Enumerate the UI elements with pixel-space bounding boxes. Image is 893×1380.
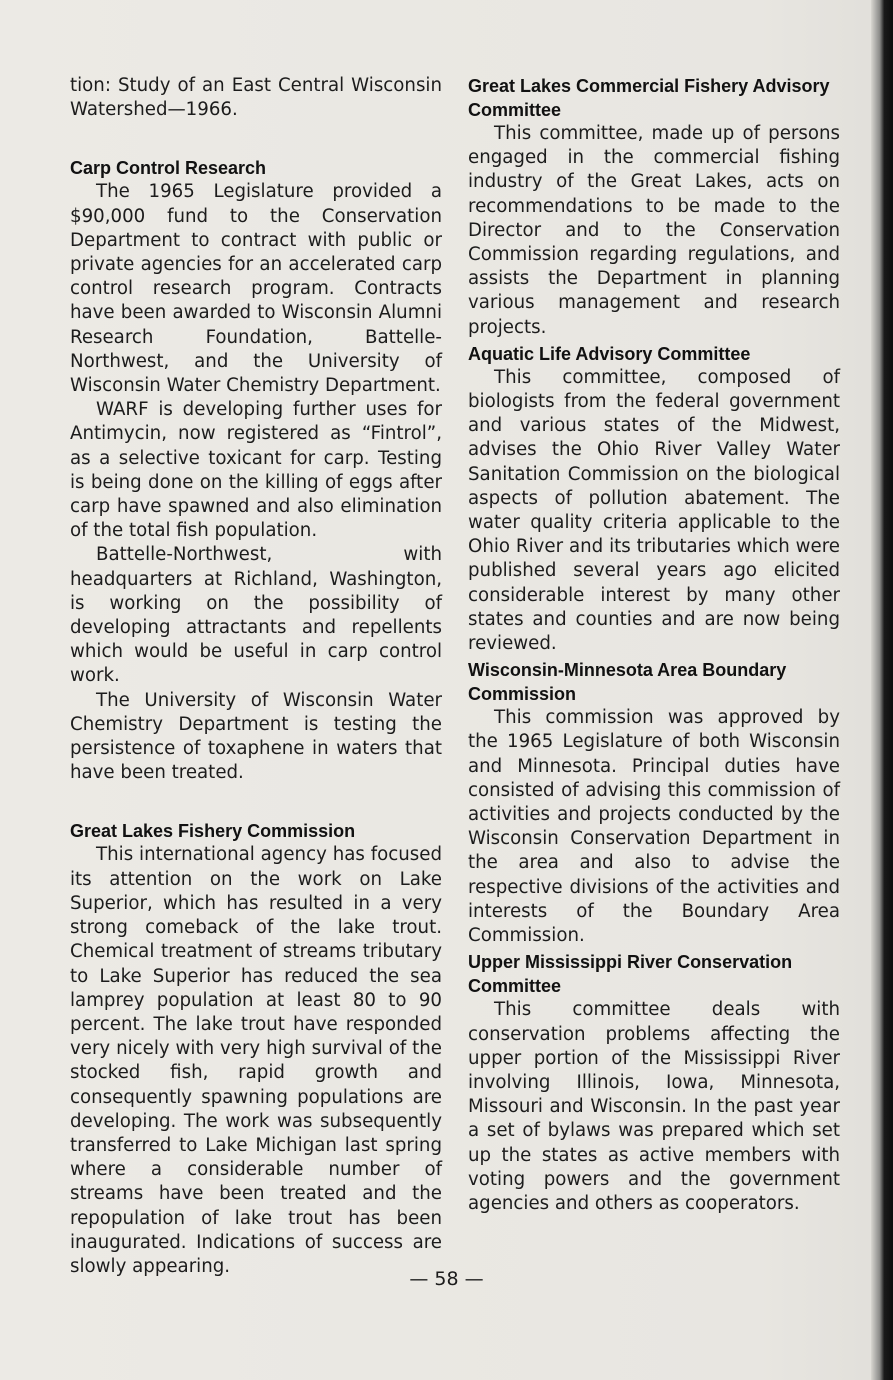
commercial-fishery-section bbox=[468, 74, 840, 340]
carp-control-paragraph-2: WARF is developing further uses for Antimycin, now registered as “Fintrol”, as a selective toxicant for carp. Testing is being done on the killing of eggs after carp have spawned and also elimination of the total fish population. bbox=[70, 399, 442, 542]
carp-control-paragraph-1: The 1965 Legislature provided a $90,000 fund to the Conservation Department to contract with public or private agencies for an accelerated carp control research program. Contracts have been awarded to Wisconsin Alumni Research Foundation, Battelle-Northwest, and the University of Wisconsin Water Chemistry Department. bbox=[70, 181, 442, 397]
carp-control-heading: Carp Control Research bbox=[70, 158, 267, 179]
left-column bbox=[70, 74, 442, 1279]
page-number: — 58 — bbox=[409, 1268, 484, 1290]
great-lakes-fishery-paragraph: This international agency has focused its attention on the work on Lake Superior, which has resulted in a very strong comeback of the lake trout. Chemical treatment of streams tributary to Lake Superior has reduced the sea lamprey population at least 80 to 90 percent. The lake trout have responded very nicely with very high survival of the stocked fish, rapid growth and consequently spawning populations are developing. The work was subsequently transferred to Lake Michigan last spring where a considerable number of streams have been treated and the repopulation of lake trout has been inaugurated. Indications of success are slowly appearing. bbox=[70, 844, 442, 1277]
aquatic-life-section bbox=[468, 342, 840, 656]
mississippi-heading: Upper Mississippi River Conservation Committee bbox=[468, 952, 793, 997]
mississippi-paragraph: This committee deals with conservation problems affecting the upper portion of the Mississippi River involving Illinois, Iowa, Minnesota, Missouri and Wisconsin. In the past year a set of bylaws was prepared which set up the states as active members with voting powers and the government agencies and others as cooperators. bbox=[468, 999, 840, 1214]
commercial-fishery-paragraph: This committee, made up of persons engaged in the commercial fishing industry of the Great Lakes, acts on recommendations to be made to the Director and to the Conservation Commission regarding regulations, and assists the Department in planning various management and research projects. bbox=[468, 123, 840, 338]
great-lakes-fishery-section bbox=[70, 819, 442, 1279]
right-column bbox=[468, 74, 840, 1216]
aquatic-life-heading: Aquatic Life Advisory Committee bbox=[468, 343, 751, 364]
carp-control-section bbox=[70, 156, 442, 785]
boundary-commission-paragraph: This commission was approved by the 1965 Legislature of both Wisconsin and Minnesota. Principal duties have consisted of advising this commission of activities and projects conducted by the Wisconsin Conservation Department in the area and also to advise the respective divisions of the activities and interests of the Boundary Area Commission. bbox=[468, 707, 840, 947]
commercial-fishery-heading: Great Lakes Commercial Fishery Advisory Committee bbox=[468, 76, 830, 120]
boundary-commission-section bbox=[468, 658, 840, 948]
great-lakes-fishery-heading: Great Lakes Fishery Commission bbox=[70, 821, 356, 842]
boundary-commission-heading: Wisconsin-Minnesota Area Boundary Commission bbox=[468, 660, 787, 705]
carp-control-paragraph-4: The University of Wisconsin Water Chemistry Department is testing the persistence of toxaphene in waters that have been treated. bbox=[70, 689, 442, 784]
carp-control-paragraph-3: Battelle-Northwest, with headquarters at Richland, Washington, is working on the possibility of developing attractants and repellents which would be useful in carp control work. bbox=[70, 544, 442, 687]
aquatic-life-paragraph: This committee, composed of biologists from the federal government and various states of the Midwest, advises the Ohio River Valley Water Sanitation Commission on the biological aspects of pollution abatement. The water quality criteria applicable to the Ohio River and its tributaries which were published several years ago elicited considerable interest by many other states and counties and are now being reviewed. bbox=[468, 366, 840, 655]
intro-paragraph: tion: Study of an East Central Wisconsin Watershed—1966. bbox=[70, 75, 442, 121]
binding-edge bbox=[871, 0, 893, 1380]
mississippi-section bbox=[468, 950, 840, 1216]
